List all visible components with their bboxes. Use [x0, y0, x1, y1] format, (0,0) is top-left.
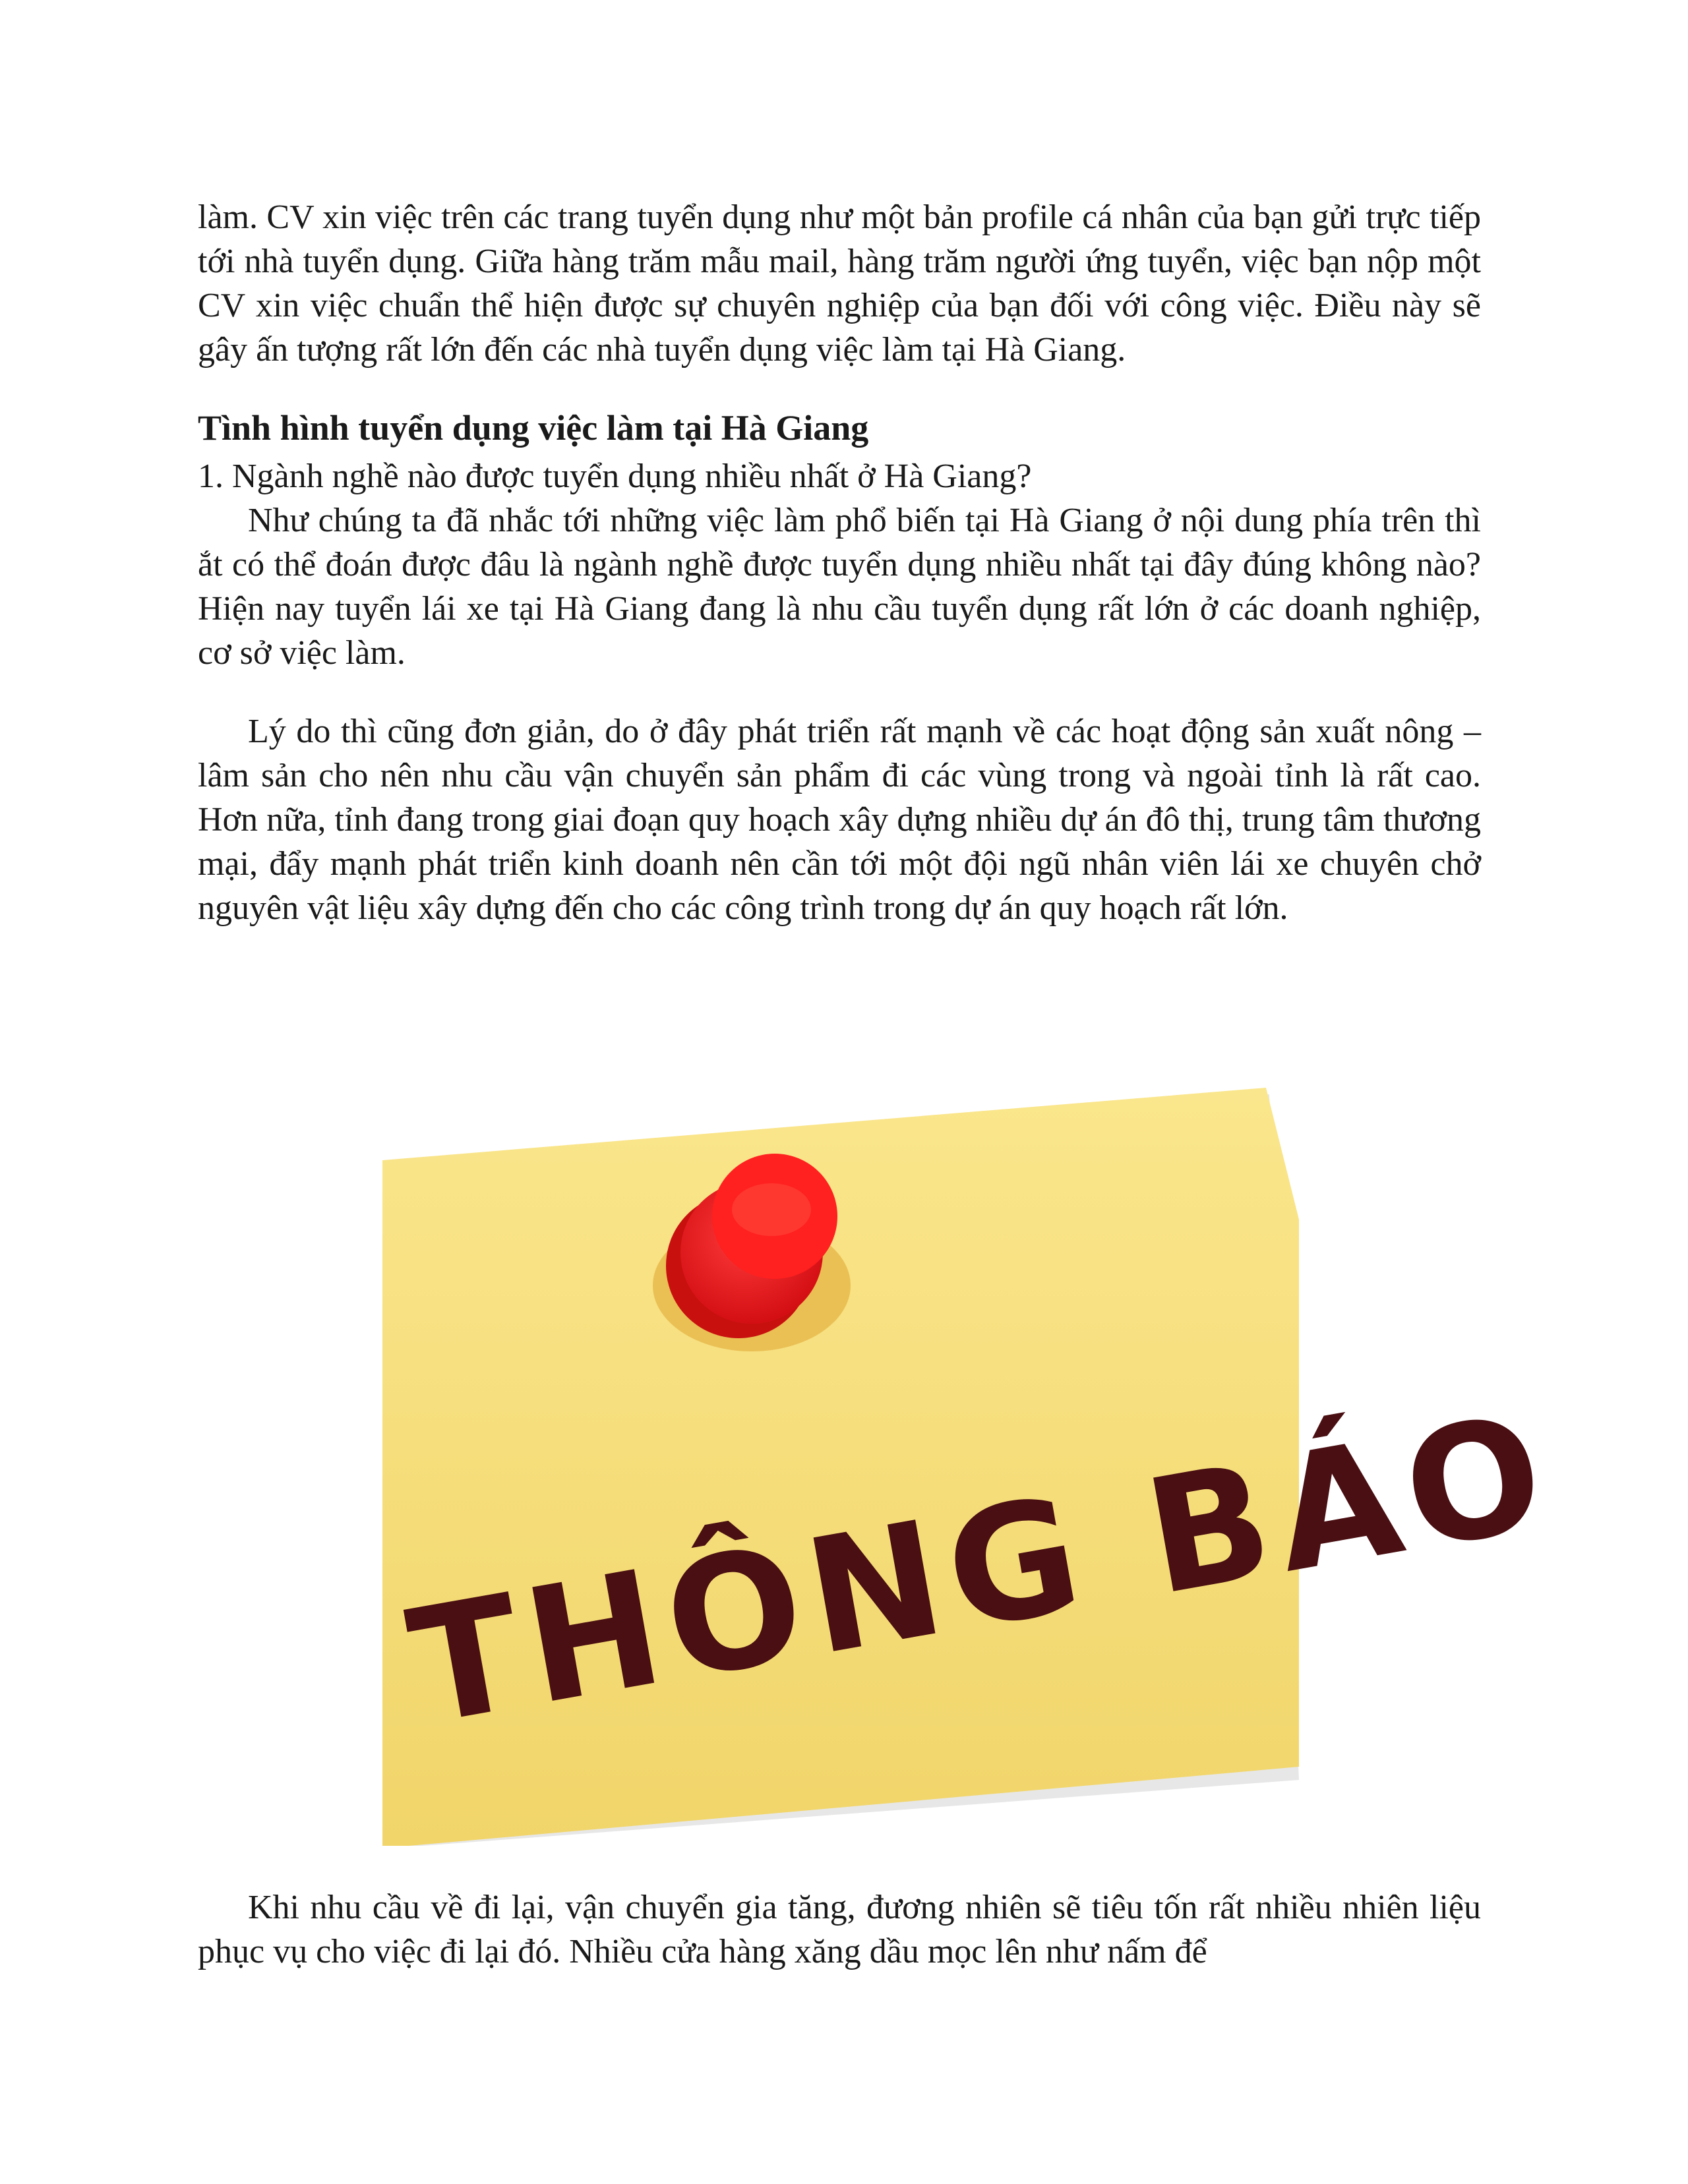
paragraph-cv-intro: làm. CV xin việc trên các trang tuyển dụng như một bản profile cá nhân của bạn gửi trực tiếp tới nhà tuyển dụng. Giữa hàng trăm mẫu mail, hàng trăm người ứng tuyển, việc bạn nộp một CV xin việc chuẩn thể hiện được sự chuyên nghiệp của bạn đối với công việc. Điều này sẽ gây ấn tượng rất lớn đến các nhà tuyển dụng việc làm tại Hà Giang.: [198, 198, 1481, 369]
section-heading: Tình hình tuyển dụng việc làm tại Hà Giang: [198, 408, 869, 448]
paragraph-reasons: Lý do thì cũng đơn giản, do ở đây phát triển rất mạnh về các hoạt động sản xuất nông – lâm sản cho nên nhu cầu vận chuyển sản phẩm đi các vùng trong và ngoài tỉnh là rất cao. Hơn nữa, tỉnh đang trong giai đoạn quy hoạch xây dựng nhiều dự án đô thị, trung tâm thương mại, đẩy mạnh phát triển kinh doanh nên cần tới một đội ngũ nhân viên lái xe chuyên chở nguyên vật liệu xây dựng đến cho các công trình trong dự án quy hoạch rất lớn.: [198, 713, 1481, 927]
paragraph-fuel-demand: Khi nhu cầu về đi lại, vận chuyển gia tăng, đương nhiên sẽ tiêu tốn rất nhiều nhiên liệu phục vụ cho việc đi lại đó. Nhiều cửa hàng xăng dầu mọc lên như nấm để: [198, 1889, 1481, 1970]
announcement-image: [382, 1068, 1565, 1846]
subsection-heading: 1. Ngành nghề nào được tuyển dụng nhiều nhất ở Hà Giang?: [198, 457, 1032, 495]
document-body: [198, 195, 1481, 930]
document-continuation: [198, 1885, 1481, 1974]
note-text: THÔNG BÁO: [397, 1378, 1565, 1761]
paragraph-popular-jobs: Như chúng ta đã nhắc tới những việc làm phổ biến tại Hà Giang ở nội dung phía trên thì ắt có thể đoán được đâu là ngành nghề được tuyển dụng nhiều nhất tại đây đúng không nào? Hiện nay tuyển lái xe tại Hà Giang đang là nhu cầu tuyển dụng rất lớn ở các doanh nghiệp, cơ sở việc làm.: [198, 502, 1481, 672]
